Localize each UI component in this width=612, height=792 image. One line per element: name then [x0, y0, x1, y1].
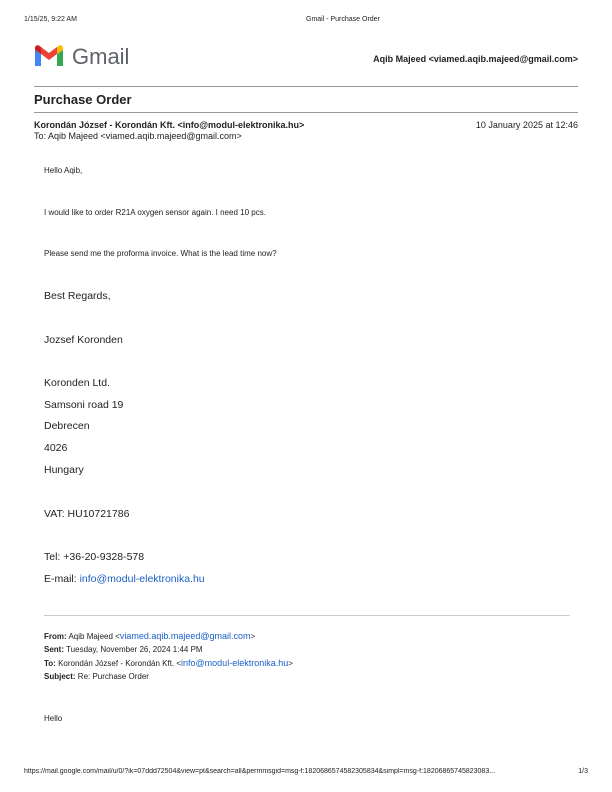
message-date: 10 January 2025 at 12:46 — [475, 120, 578, 130]
print-timestamp: 1/15/25, 9:22 AM — [24, 16, 77, 23]
phone-number: Tel: +36-20-9328-578 — [44, 551, 145, 563]
email-line — [44, 573, 205, 585]
gmail-logo-icon — [33, 44, 65, 68]
body-line-1: I would like to order R21A oxygen sensor again. I need 10 pcs. — [44, 208, 266, 217]
quoted-to-name: Korondán József - Korondán Kft. < — [55, 659, 182, 668]
quoted-subject — [44, 672, 149, 681]
header-divider — [34, 86, 578, 87]
quoted-to-label: To: — [44, 659, 56, 668]
account-name: Aqib Majeed <viamed.aqib.majeed@gmail.com> — [373, 54, 578, 64]
quoted-from — [44, 631, 255, 641]
quoted-to-end: > — [288, 659, 293, 668]
quoted-subject-label: Subject: — [44, 672, 76, 681]
city: Debrecen — [44, 420, 90, 432]
quoted-sent — [44, 645, 203, 654]
company-name: Koronden Ltd. — [44, 377, 110, 389]
quoted-subject-value: Re: Purchase Order — [75, 672, 149, 681]
email-link[interactable]: info@modul-elektronika.hu — [79, 573, 205, 585]
quote-divider — [44, 615, 570, 616]
body-line-2: Please send me the proforma invoice. What is the lead time now? — [44, 249, 277, 258]
greeting: Hello Aqib, — [44, 166, 83, 175]
sender: Korondán József - Korondán Kft. <info@modul-elektronika.hu> — [34, 120, 305, 130]
country: Hungary — [44, 464, 84, 476]
quoted-to — [44, 658, 293, 668]
vat-number: VAT: HU10721786 — [44, 508, 130, 520]
quoted-from-end: > — [250, 632, 256, 641]
quoted-from-name: Aqib Majeed < — [66, 632, 120, 641]
page-title: Purchase Order — [34, 92, 132, 107]
print-page-title: Gmail - Purchase Order — [306, 16, 380, 23]
email-label: E-mail: — [44, 573, 80, 585]
quoted-sent-label: Sent: — [44, 645, 64, 654]
subject-divider — [34, 112, 578, 113]
print-url: https://mail.google.com/mail/u/0/?ik=07ddd72504&view=pt&search=all&permmsgid=msg-f:1820686574582305834&simpl=msg-f:18206865745823083... — [24, 768, 496, 775]
quoted-from-link[interactable]: viamed.aqib.majeed@gmail.com — [119, 631, 251, 641]
street-address: Samsoni road 19 — [44, 399, 124, 411]
recipient: To: Aqib Majeed <viamed.aqib.majeed@gmail.com> — [34, 131, 242, 141]
signature-name: Jozsef Koronden — [44, 334, 123, 346]
postal-code: 4026 — [44, 442, 68, 454]
print-page-number: 1/3 — [578, 768, 588, 775]
regards: Best Regards, — [44, 290, 111, 302]
quoted-to-link[interactable]: info@modul-elektronika.hu — [181, 658, 289, 668]
gmail-logo-text: Gmail — [72, 44, 130, 69]
quoted-body-start: Hello — [44, 714, 63, 723]
quoted-sent-value: Tuesday, November 26, 2024 1:44 PM — [64, 645, 203, 654]
quoted-from-label: From: — [44, 632, 67, 641]
